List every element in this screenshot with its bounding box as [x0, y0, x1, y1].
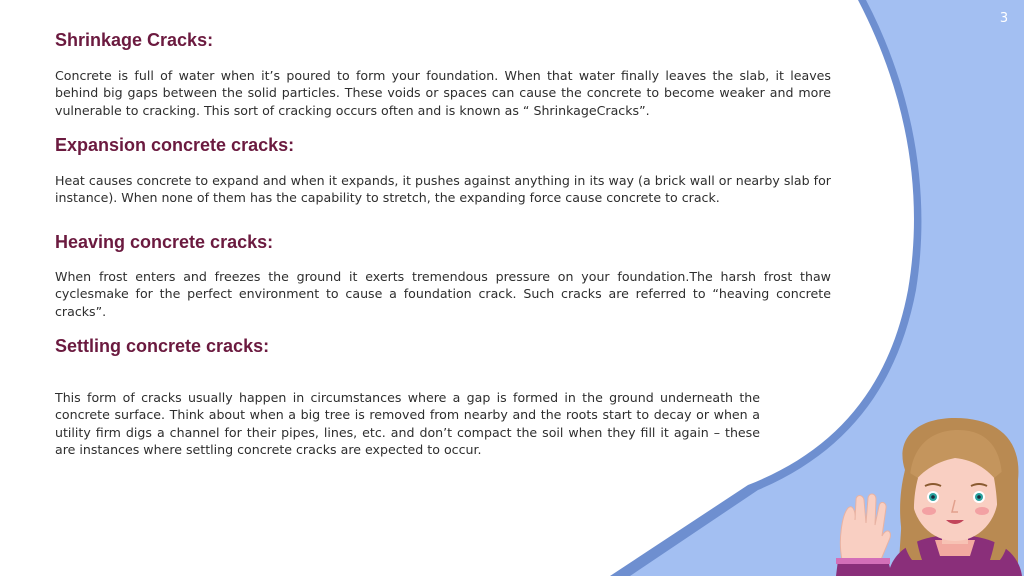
section-heading: Settling concrete cracks: — [55, 336, 270, 356]
section-settling-cracks — [55, 335, 760, 459]
section-body: Heat causes concrete to expand and when it expands, it pushes against anything in its way (a brick wall or nearby slab for instance). When none of them has the capability to stretch, the expanding force cause concrete to crack. — [55, 173, 831, 206]
page-number: 3 — [999, 11, 1009, 26]
section-expansion-cracks — [55, 134, 831, 207]
section-body: When frost enters and freezes the ground it exerts tremendous pressure on your foundation.The harsh frost thaw cyclesmake for the perfect environment to cause a foundation crack. Such cracks are referred to “heaving concrete cracks”. — [55, 269, 831, 319]
section-heading: Shrinkage Cracks: — [55, 30, 214, 50]
section-heading: Heaving concrete cracks: — [55, 232, 274, 252]
section-heaving-cracks — [55, 231, 831, 320]
section-shrinkage-cracks — [55, 29, 831, 119]
section-heading: Expansion concrete cracks: — [55, 135, 295, 155]
section-body: This form of cracks usually happen in circumstances where a gap is formed in the ground underneath the concrete surface. Think about when a big tree is removed from nearby and the roots start to decay or when a utility firm digs a channel for their pipes, lines, etc. and don’t compact the soil when they fill it again – these are instances where settling concrete cracks are expected to occur. — [55, 390, 760, 458]
section-body: Concrete is full of water when it’s poured to form your foundation. When that water finally leaves the slab, it leaves behind big gaps between the solid particles. These voids or spaces can cause the concrete to become weaker and more vulnerable to cracking. This sort of cracking occurs often and is known as “ ShrinkageCracks”. — [55, 68, 831, 118]
